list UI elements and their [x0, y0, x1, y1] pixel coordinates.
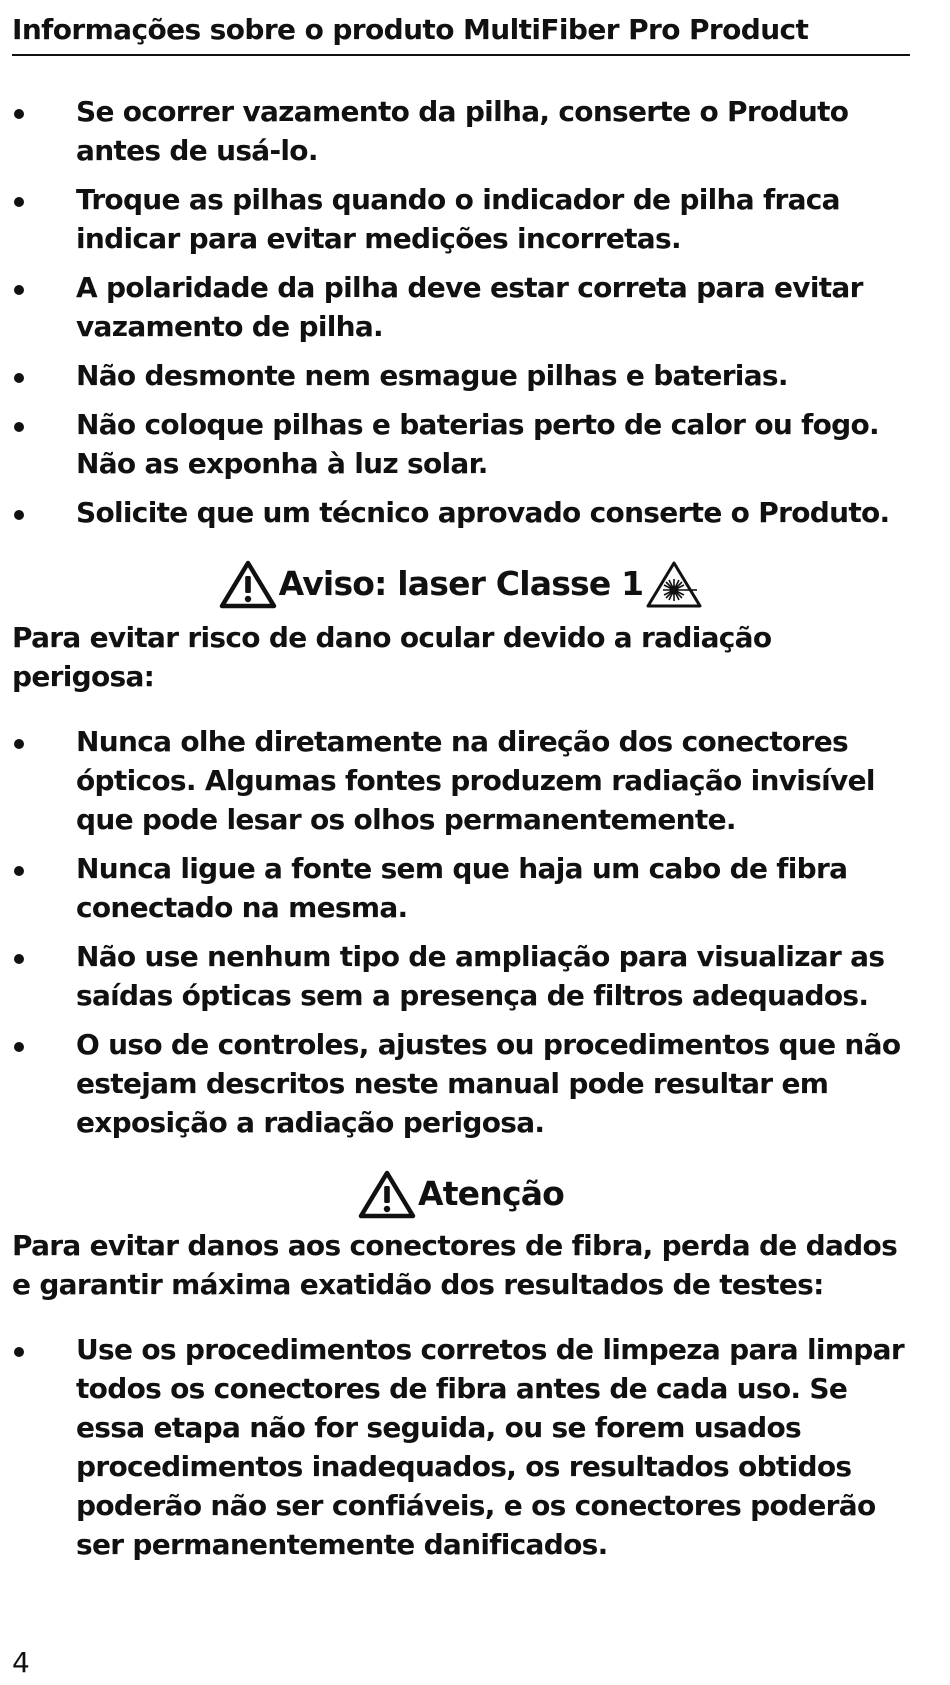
bullet-icon	[14, 954, 24, 964]
list-item-text: Não coloque pilhas e baterias perto de calor ou fogo. Não as exponha à luz solar.	[76, 408, 879, 480]
list-item	[12, 493, 910, 532]
list-item-text: A polaridade da pilha deve estar correta para evitar vazamento de pilha.	[76, 271, 863, 343]
list-item	[12, 405, 910, 483]
list-item	[12, 180, 910, 258]
list-item	[12, 722, 910, 839]
bullet-icon	[14, 285, 24, 295]
caution-intro-text: Para evitar danos aos conectores de fibra, perda de dados e garantir máxima exatidão dos resultados de testes:	[12, 1229, 898, 1301]
list-item	[12, 849, 910, 927]
laser-warning-title: Aviso: laser Classe 1	[278, 564, 644, 603]
list-item-text: Nunca ligue a fonte sem que haja um cabo de fibra conectado na mesma.	[76, 852, 848, 924]
list-item-text: Nunca olhe diretamente na direção dos conectores ópticos. Algumas fontes produzem radiação invisível que pode lesar os olhos permanentemente.	[76, 725, 875, 836]
list-item	[12, 92, 910, 170]
laser-hazard-icon	[645, 559, 703, 609]
laser-warnings-list	[12, 722, 910, 1142]
battery-warnings-list	[12, 92, 910, 532]
list-item-text: Não desmonte nem esmague pilhas e baterias.	[76, 359, 788, 392]
bullet-icon	[14, 739, 24, 749]
list-item	[12, 268, 910, 346]
page-number: 4	[12, 1646, 30, 1679]
list-item-text: O uso de controles, ajustes ou procedimentos que não estejam descritos neste manual pode resultar em exposição a radiação perigosa.	[76, 1028, 901, 1139]
bullet-icon	[14, 109, 24, 119]
laser-warning-heading	[12, 558, 910, 610]
list-item	[12, 356, 910, 395]
manual-page	[12, 10, 910, 1574]
bullet-icon	[14, 422, 24, 432]
list-item-text: Se ocorrer vazamento da pilha, conserte o Produto antes de usá-lo.	[76, 95, 849, 167]
list-item	[12, 1330, 910, 1564]
bullet-icon	[14, 373, 24, 383]
page-header: Informações sobre o produto MultiFiber Pro Product	[12, 10, 910, 56]
caution-title: Atenção	[417, 1174, 565, 1213]
bullet-icon	[14, 510, 24, 520]
list-item-text: Use os procedimentos corretos de limpeza para limpar todos os conectores de fibra antes de cada uso. Se essa etapa não for seguida, ou se forem usados procedimentos inadequados, os resultados obtidos poderão não ser confiáveis, e os conectores poderão ser permanentemente danificados.	[76, 1333, 904, 1561]
laser-intro-text: Para evitar risco de dano ocular devido a radiação perigosa:	[12, 621, 772, 693]
caution-heading	[12, 1168, 910, 1220]
bullet-icon	[14, 1347, 24, 1357]
list-item-text: Não use nenhum tipo de ampliação para visualizar as saídas ópticas sem a presença de filtros adequados.	[76, 940, 885, 1012]
list-item	[12, 1025, 910, 1142]
list-item	[12, 937, 910, 1015]
list-item-text: Troque as pilhas quando o indicador de pilha fraca indicar para evitar medições incorretas.	[76, 183, 840, 255]
caution-list	[12, 1330, 910, 1564]
bullet-icon	[14, 866, 24, 876]
warning-triangle-icon	[219, 559, 277, 609]
list-item-text: Solicite que um técnico aprovado conserte o Produto.	[76, 496, 890, 529]
bullet-icon	[14, 197, 24, 207]
warning-triangle-icon	[358, 1169, 416, 1219]
bullet-icon	[14, 1042, 24, 1052]
